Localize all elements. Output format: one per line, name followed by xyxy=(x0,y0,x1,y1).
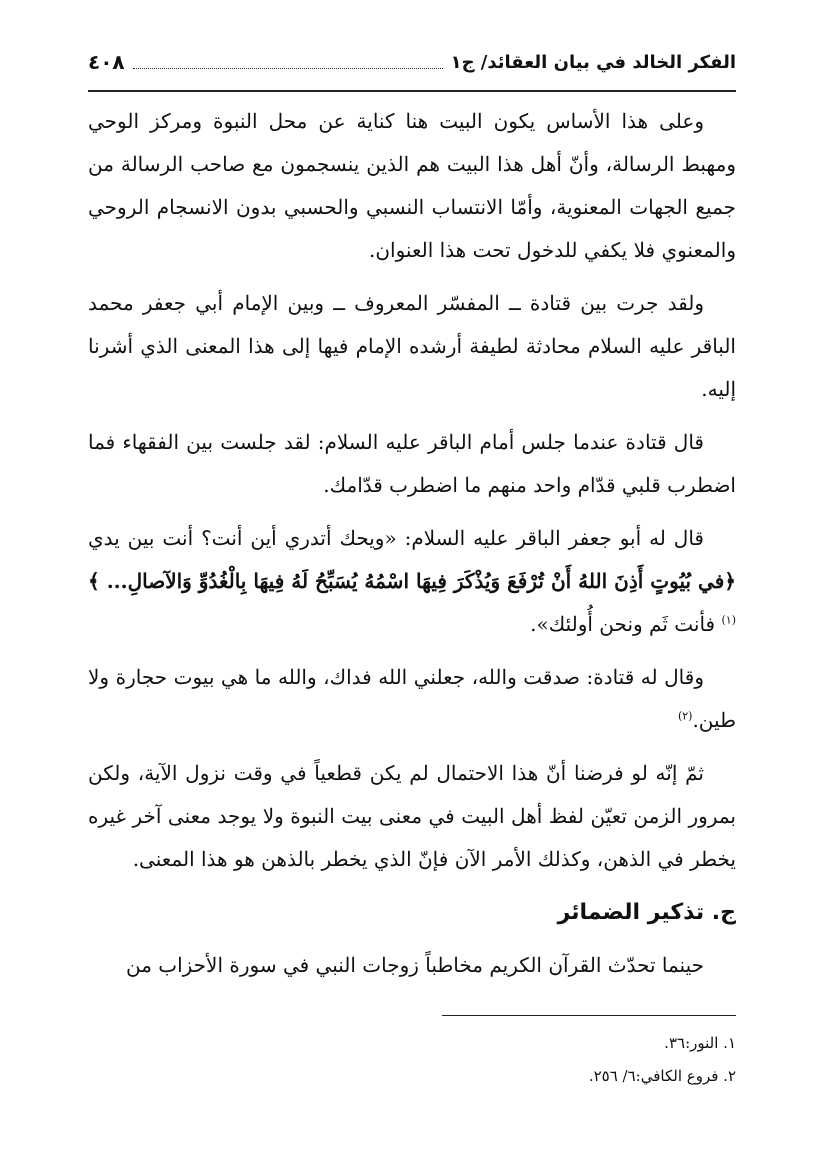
section-intro-paragraph: حينما تحدّث القرآن الكريم مخاطباً زوجات النبي في سورة الأحزاب من xyxy=(125,953,704,977)
footnote-1: ١. النور:٣٦. xyxy=(664,1034,736,1052)
footnote-ref-2[interactable]: (٢) xyxy=(677,709,693,723)
paragraph-4-intro: قال له أبو جعفر الباقر عليه السلام: «ويحك أتدري أين أنت؟ أنت بين يدي xyxy=(88,526,704,550)
main-text xyxy=(88,100,736,891)
quran-verse: ﴿في بُيُوتٍ أَذِنَ اللهُ أَنْ تُرْفَعَ وَيُذْكَرَ فِيهَا اسْمُهُ يُسَبِّحُ لَهُ فِيهَا بِالْغُدُوِّ وَالآصالِ... ﴾ xyxy=(88,569,736,593)
footnote-2: ٢. فروع الكافي:٦/ ٢٥٦. xyxy=(588,1067,736,1085)
page-number: ٤٠٨ xyxy=(88,50,125,74)
footnotes xyxy=(88,1027,736,1093)
paragraph-3: قال قتادة عندما جلس أمام الباقر عليه السلام: لقد جلست بين الفقهاء فما اضطرب قلبي قدّام واحد منهم ما اضطرب قدّامك. xyxy=(88,430,736,497)
paragraph-5-text: وقال له قتادة: صدقت والله، جعلني الله فداك، والله ما هي بيوت حجارة ولا طين. xyxy=(88,665,736,732)
page-header xyxy=(88,40,736,84)
footnote-ref-1[interactable]: (١) xyxy=(721,613,736,627)
paragraph-5 xyxy=(88,656,736,742)
section-heading: ج. تذكير الضمائر xyxy=(557,900,736,925)
footnote-rule xyxy=(442,1015,736,1016)
paragraph-4-end: فأنت ثَم ونحن أُولئك». xyxy=(530,612,722,636)
paragraph-4 xyxy=(88,517,736,646)
paragraph-2: ولقد جرت بين قتادة ــ المفسّر المعروف ــ وبين الإمام أبي جعفر محمد الباقر عليه السلام محادثة لطيفة أرشده الإمام فيها إلى هذا المعنى الذي أشرنا إليه. xyxy=(88,291,736,401)
running-title: الفكر الخالد في بيان العقائد/ ج١ xyxy=(450,51,736,73)
header-rule xyxy=(88,90,736,92)
paragraph-6: ثمّ إنّه لو فرضنا أنّ هذا الاحتمال لم يكن قطعياً في وقت نزول الآية، ولكن بمرور الزمن تعيّن لفظ أهل البيت في معنى بيت النبوة ولا يوجد معنى آخر غيره يخطر في الذهن، وكذلك الأمر الآن فإنّ الذي يخطر بالذهن هو هذا المعنى. xyxy=(88,761,736,871)
header-dot-leader xyxy=(133,56,443,69)
paragraph-1: وعلى هذا الأساس يكون البيت هنا كناية عن محل النبوة ومركز الوحي ومهبط الرسالة، وأنّ أهل هذا البيت هم الذين ينسجمون مع صاحب الرسالة من جميع الجهات المعنوية، وأمّا الانتساب النسبي والحسبي بدون الانسجام الروحي والمعنوي فلا يكفي للدخول تحت هذا العنوان. xyxy=(88,109,736,262)
